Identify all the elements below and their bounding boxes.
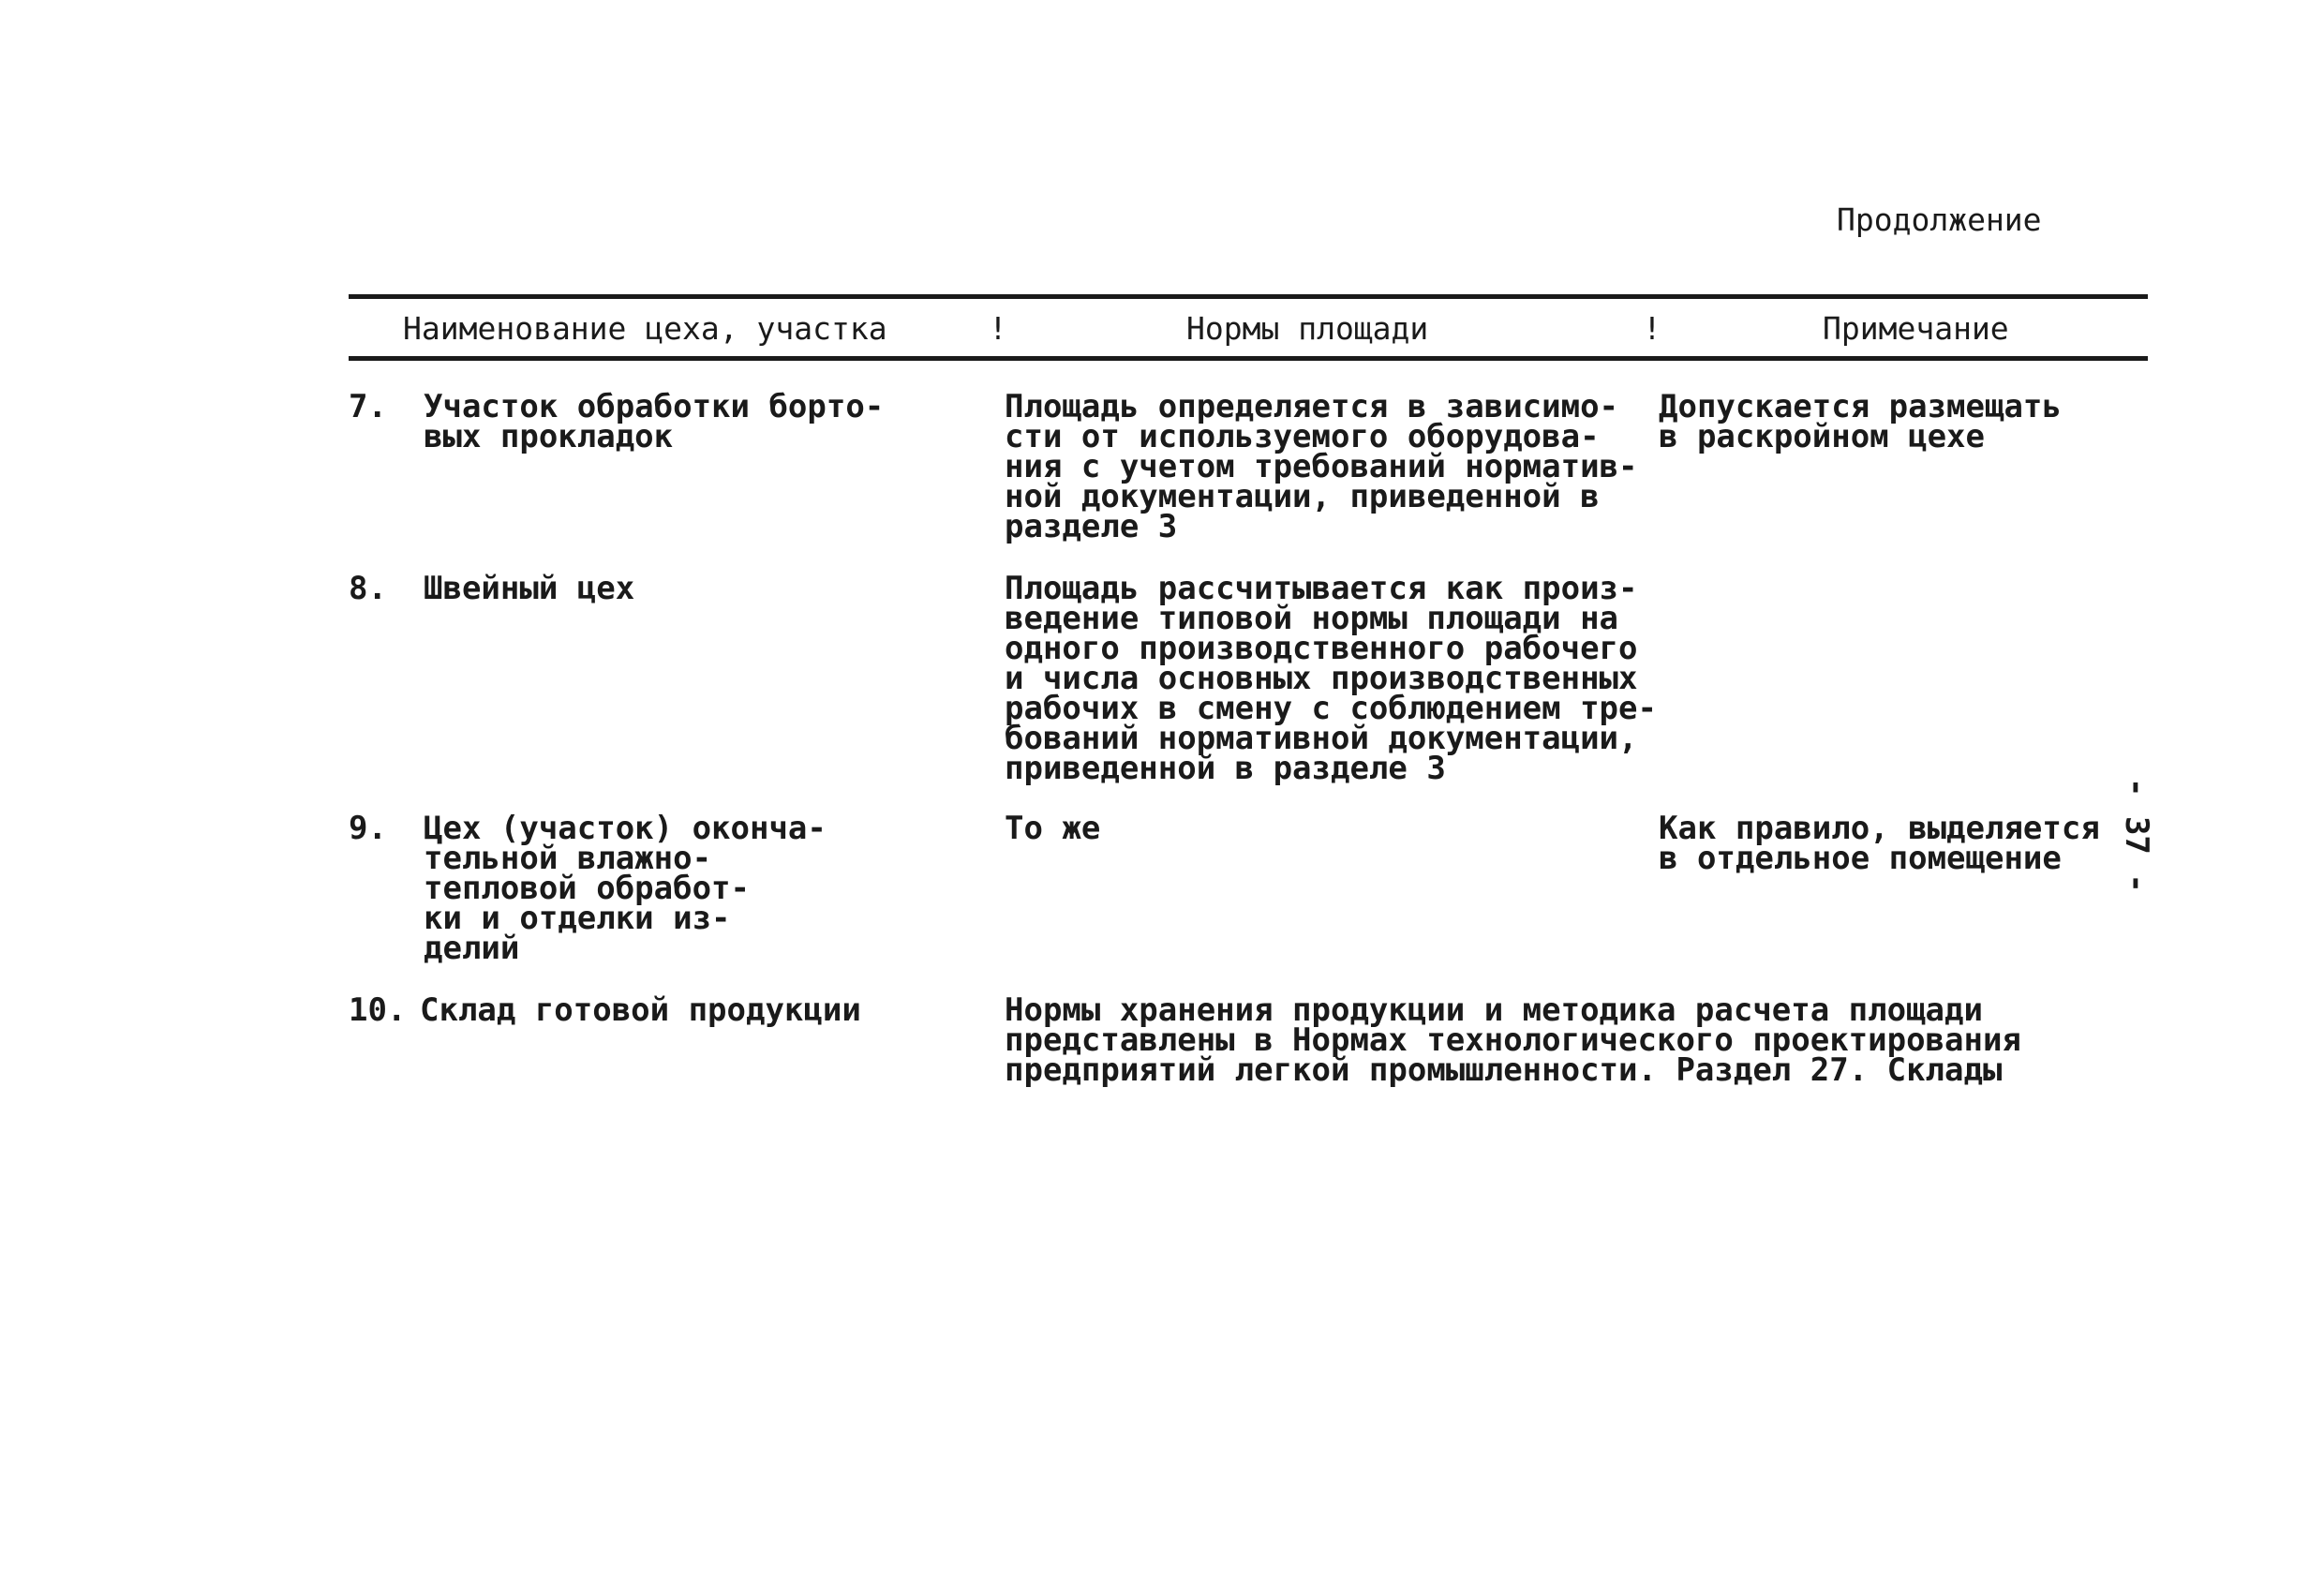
- header-separator: !: [989, 310, 1007, 347]
- header-separator: !: [1643, 310, 1661, 347]
- row-area-norm: Площадь рассчитывается как произ- ведение типовой нормы площади на одного производственного рабочего и числа основных производственных рабочих в смену с соблюдением тре- бований нормативной документации, приведенной в разделе 3: [1005, 570, 1657, 787]
- row-shop-name: Швейный цех: [424, 570, 635, 607]
- row-shop-name: Участок обработки борто- вых прокладок: [424, 388, 885, 455]
- header-area-norms: Нормы площади: [1186, 310, 1429, 347]
- continuation-label: Продолжение: [1837, 201, 2042, 238]
- row-area-norm: Площадь определяется в зависимо- сти от используемого оборудова- ния с учетом требований норматив- ной документации, приведенной в разделе 3: [1005, 388, 1638, 545]
- row-number: 7.: [349, 388, 387, 425]
- row-note: Как правило, выделяется в отдельное помещение: [1659, 810, 2100, 877]
- row-area-norm: То же: [1005, 810, 1101, 847]
- header-note: Примечание: [1823, 310, 2009, 347]
- row-shop-name: Склад готовой продукции: [420, 991, 861, 1029]
- table-top-rule: [349, 294, 2148, 299]
- table-header-rule: [349, 356, 2148, 361]
- row-number: 8.: [349, 570, 387, 607]
- header-shop-name: Наименование цеха, участка: [403, 310, 887, 347]
- row-shop-name: Цех (участок) оконча- тельной влажно- тепловой обработ- ки и отделки из- делий: [424, 810, 827, 967]
- row-note: Допускается размещать в раскройном цехе: [1659, 388, 2062, 455]
- row-number: 9.: [349, 810, 387, 847]
- row-area-norm: Нормы хранения продукции и методика расчета площади представлены в Нормах технологического проектирования предприятий легкой промышленности. Раздел 27. Склады: [1005, 991, 2021, 1089]
- page-number: - 37 -: [2118, 778, 2155, 893]
- row-number: 10.: [349, 991, 407, 1029]
